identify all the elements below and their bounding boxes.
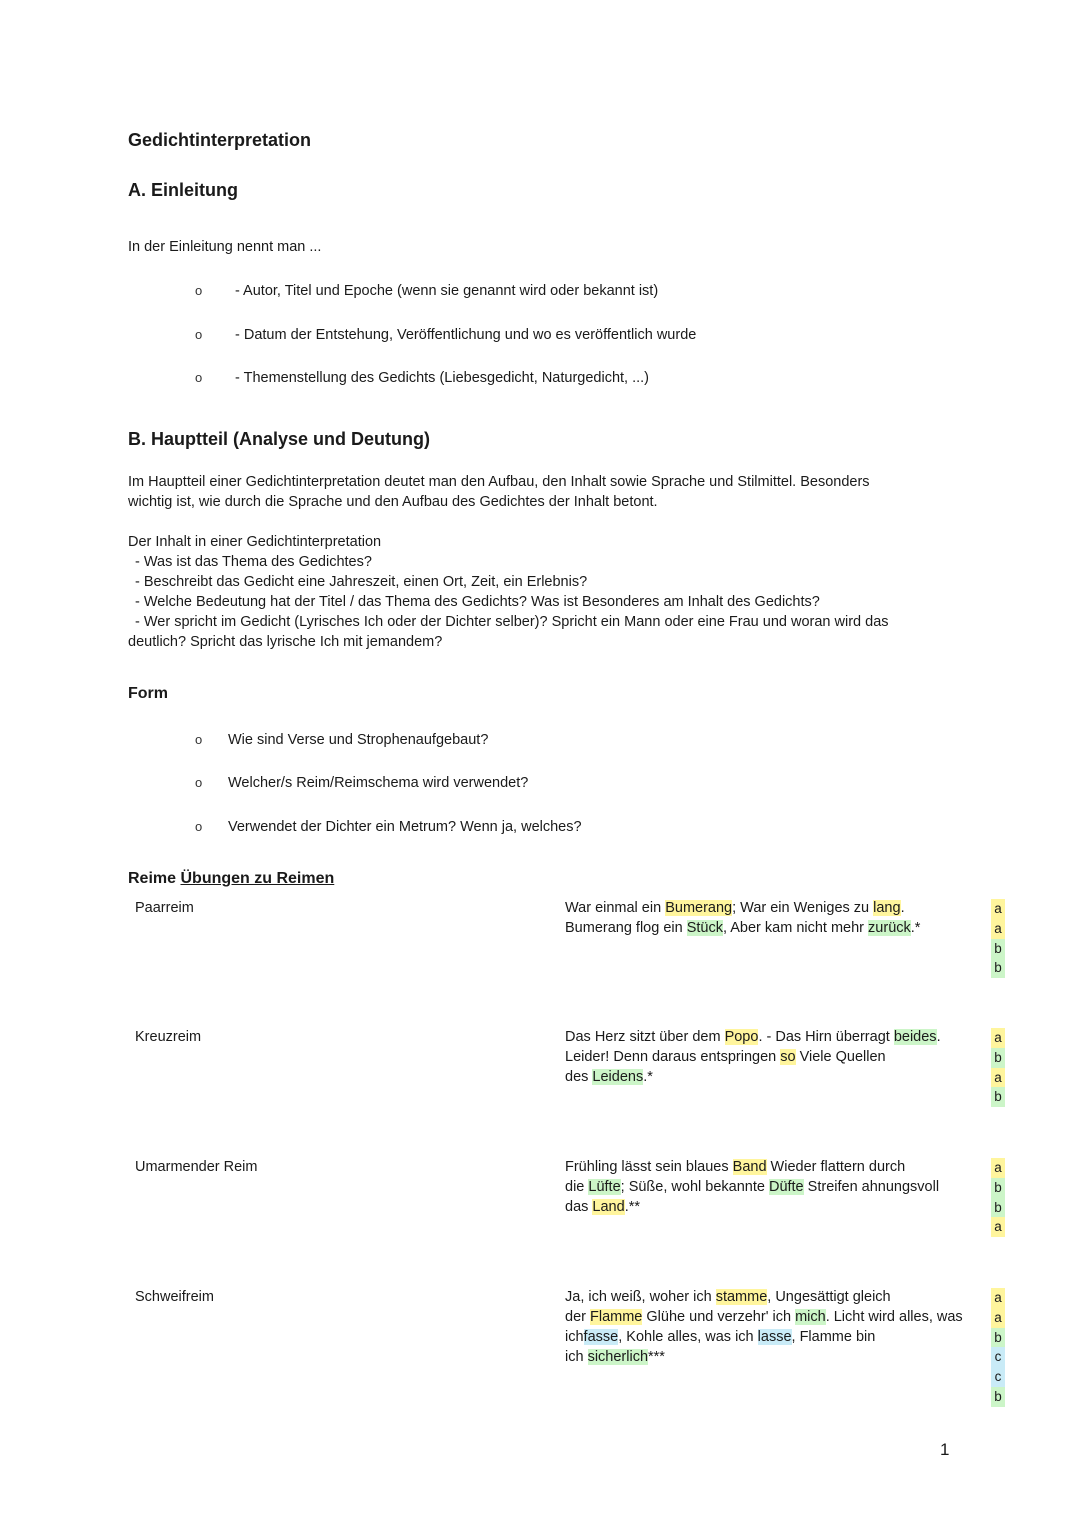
scheme-letter: a [991,919,1005,939]
rhyme-text: Leider! Denn daraus entspringen [565,1049,781,1065]
bullet-icon: o [195,327,203,342]
rhyme-word: stamme [715,1289,768,1305]
form-bullet-2: Welcher/s Reim/Reimschema wird verwendet? [228,775,529,791]
page-title: Gedichtinterpretation [128,130,312,150]
rhyme-text: Wieder flattern durch [766,1159,906,1175]
rhyme-text: *** [648,1349,665,1365]
rhyme-text: ich [565,1329,584,1345]
rhyme-line [565,1287,975,1307]
rhyme-text: .* [910,920,921,936]
paragraph-line: Im Hauptteil einer Gedichtinterpretation deutet man den Aufbau, den Inhalt sowie Sprache und Stilmittel. Besonders [128,474,870,490]
rhyme-line [565,1327,975,1347]
rhyme-scheme [991,1288,1005,1407]
bullet-icon: o [195,370,203,385]
section-b-heading: B. Hauptteil (Analyse und Deutung) [128,429,431,449]
scheme-letter: b [991,1328,1005,1348]
rhyme-word: Stück [686,920,723,936]
rhyme-text: . [900,900,905,916]
rhyme-text: Streifen ahnungsvoll [803,1179,940,1195]
rhyme-line [565,1027,975,1047]
hauptteil-paragraph [128,472,1008,512]
rhyme-word: lasse [757,1329,792,1345]
rhyme-text: .** [624,1199,641,1215]
scheme-letter: b [991,939,1005,959]
rhyme-scheme [991,899,1005,978]
rhyme-text: des [565,1069,593,1085]
bullet-icon: o [195,732,203,747]
rhyme-line [565,1197,975,1217]
rhyme-word: beides [893,1029,937,1045]
rhyme-line [565,1347,975,1367]
rhyme-word: Bumerang [665,900,733,916]
rhyme-line [565,918,975,938]
inhalt-question: - Beschreibt das Gedicht eine Jahreszeit, einen Ort, Zeit, ein Erlebnis? [135,574,588,590]
scheme-letter: b [991,1387,1005,1407]
scheme-letter: b [991,1198,1005,1218]
form-bullet-1: Wie sind Verse und Strophenaufgebaut? [228,732,489,748]
scheme-letter: a [991,1158,1005,1178]
rhyme-text: ; War ein Weniges zu [732,900,874,916]
rhyme-example [565,1287,975,1367]
inhalt-block [128,532,1008,652]
paragraph-line: wichtig ist, wie durch die Sprache und den Aufbau des Gedichtes der Inhalt betont. [128,494,658,510]
bullet-icon: o [195,819,203,834]
section-a-intro: In der Einleitung nennt man ... [128,239,322,255]
rhyme-scheme [991,1158,1005,1237]
rhyme-text: , Ungesättigt gleich [767,1289,891,1305]
scheme-letter: b [991,1087,1005,1107]
bullet-icon: o [195,283,203,298]
rhyme-word: fasse [583,1329,619,1345]
rhyme-word: Band [732,1159,767,1175]
form-heading: Form [128,685,168,702]
rhyme-text: . Licht wird alles, was [825,1309,963,1325]
einleitung-bullet-3: - Themenstellung des Gedichts (Liebesgedicht, Naturgedicht, ...) [235,370,650,386]
scheme-letter: a [991,1308,1005,1328]
rhyme-text: das [565,1199,593,1215]
rhyme-text: die [565,1179,589,1195]
scheme-letter: b [991,1178,1005,1198]
rhyme-text: . - Das Hirn überragt [758,1029,894,1045]
rhyme-text: der [565,1309,590,1325]
rhyme-line [565,1157,975,1177]
inhalt-heading: Der Inhalt in einer Gedichtinterpretation [128,534,382,550]
rhyme-text: , Kohle alles, was ich [618,1329,758,1345]
rhyme-word: Land [592,1199,625,1215]
rhyme-word: Lüfte [588,1179,621,1195]
rhyme-scheme [991,1028,1005,1107]
rhyme-line [565,1047,975,1067]
rhyme-word: zurück [868,920,911,936]
rhyme-example [565,1027,975,1087]
bullet-icon: o [195,775,203,790]
rhyme-text: Bumerang flog ein [565,920,687,936]
scheme-letter: a [991,1068,1005,1088]
rhyme-word: lang [873,900,901,916]
rhyme-line [565,898,975,918]
reime-heading-row [128,870,334,888]
rhyme-text: Frühling lässt sein blaues [565,1159,733,1175]
rhyme-text: Das Herz sitzt über dem [565,1029,725,1045]
rhyme-line [565,1067,975,1087]
scheme-letter: a [991,899,1005,919]
rhyme-line [565,1177,975,1197]
scheme-letter: c [991,1347,1005,1367]
einleitung-bullet-1: - Autor, Titel und Epoche (wenn sie genannt wird oder bekannt ist) [235,283,659,299]
rhyme-type-label: Schweifreim [135,1289,214,1305]
scheme-letter: b [991,1048,1005,1068]
rhyme-text: .* [643,1069,653,1085]
rhyme-word: sicherlich [587,1349,649,1365]
inhalt-question: - Was ist das Thema des Gedichtes? [135,554,372,570]
rhyme-word: Leidens [592,1069,644,1085]
form-bullet-3: Verwendet der Dichter ein Metrum? Wenn ja, welches? [228,819,582,835]
rhyme-example [565,1157,975,1217]
rhyme-type-label: Kreuzreim [135,1029,202,1045]
rhyme-example [565,898,975,938]
reime-heading: Reime [128,870,177,887]
scheme-letter: a [991,1288,1005,1308]
rhyme-text: , Flamme bin [791,1329,876,1345]
section-a-heading: A. Einleitung [128,180,238,200]
scheme-letter: a [991,1217,1005,1237]
rhyme-text: , Aber kam nicht mehr [722,920,869,936]
inhalt-question: - Wer spricht im Gedicht (Lyrisches Ich oder der Dichter selber)? Spricht ein Mann oder eine Frau und woran wird das [135,614,889,630]
rhyme-word: Düfte [768,1179,804,1195]
inhalt-question: - Welche Bedeutung hat der Titel / das Thema des Gedichts? Was ist Besonderes am Inhalt des Gedichts? [135,594,820,610]
rhyme-text: War einmal ein [565,900,666,916]
einleitung-bullet-2: - Datum der Entstehung, Veröffentlichung und wo es veröffentlich wurde [235,327,697,343]
inhalt-question-cont: deutlich? Spricht das lyrische Ich mit jemandem? [128,634,443,650]
scheme-letter: a [991,1028,1005,1048]
rhyme-text: ; Süße, wohl bekannte [620,1179,769,1195]
rhyme-text: ich [565,1349,588,1365]
rhyme-text: . [936,1029,941,1045]
reime-exercises-link[interactable]: Übungen zu Reimen [180,870,335,887]
scheme-letter: c [991,1367,1005,1387]
rhyme-word: so [780,1049,796,1065]
rhyme-word: Popo [724,1029,759,1045]
rhyme-line [565,1307,975,1327]
rhyme-text: Glühe und verzehr' ich [642,1309,796,1325]
rhyme-text: Ja, ich weiß, woher ich [565,1289,716,1305]
rhyme-type-label: Paarreim [135,900,194,916]
rhyme-word: mich [795,1309,826,1325]
rhyme-type-label: Umarmender Reim [135,1159,258,1175]
rhyme-word: Flamme [590,1309,643,1325]
rhyme-text: Viele Quellen [795,1049,886,1065]
scheme-letter: b [991,958,1005,978]
page-number: 1 [940,1440,950,1459]
